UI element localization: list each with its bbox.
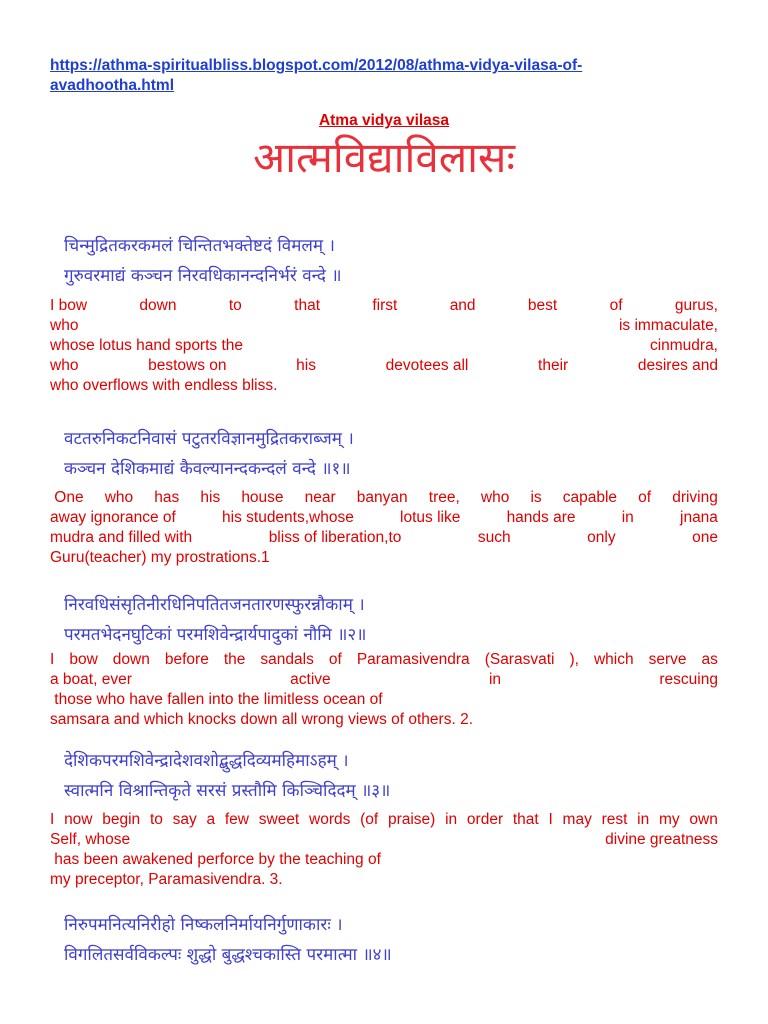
translation-word: whose lotus hand sports the xyxy=(50,337,244,354)
translation-word: I xyxy=(50,811,55,828)
translation-word: who xyxy=(104,489,134,506)
sanskrit-verse-1 xyxy=(64,424,664,484)
sanskrit-line: कञ्चन देशिकमाद्यं कैवल्यानन्दकन्दलं वन्दे ॥१॥ xyxy=(64,459,351,479)
translation-word: is immaculate, xyxy=(618,317,718,334)
translation-word: in xyxy=(445,811,458,828)
url-line-2[interactable]: avadhootha.html xyxy=(50,77,175,94)
translation-word: Paramasivendra xyxy=(356,651,470,668)
translation-word: few xyxy=(224,811,249,828)
translation-word: of xyxy=(328,651,342,668)
page-title: Atma vidya vilasa xyxy=(318,112,450,129)
translation-word: jnana xyxy=(680,509,718,526)
translation-line xyxy=(50,650,718,670)
translation-word: hands are xyxy=(506,509,576,526)
source-url-link[interactable] xyxy=(50,56,690,96)
translation-word: begin xyxy=(102,811,141,828)
translation-line xyxy=(50,508,718,528)
url-line-1[interactable]: https://athma-spiritualbliss.blogspot.com/2012/08/athma-vidya-vilasa-of- xyxy=(50,57,583,74)
translation-word: of xyxy=(638,489,652,506)
translation-word: has xyxy=(154,489,180,506)
translation-word: (of xyxy=(360,811,379,828)
translation-word: rescuing xyxy=(659,671,718,688)
sanskrit-line: गुरुवरमाद्यं कञ्चन निरवधिकानन्दनिर्भरं वन्दे ॥ xyxy=(64,266,342,286)
translation-word: a boat, ever xyxy=(50,671,132,688)
translation-word: one xyxy=(692,529,718,546)
translation-line: Guru(teacher) my prostrations.1 xyxy=(50,549,270,566)
translation-line: has been awakened perforce by the teaching of xyxy=(50,851,381,868)
translation-word: such xyxy=(477,529,511,546)
translation-word: first xyxy=(372,297,398,314)
translation-word: order xyxy=(466,811,504,828)
translation-word: down xyxy=(139,297,177,314)
translation-word: One xyxy=(50,489,84,506)
translation-line xyxy=(50,810,718,830)
translation-word: may xyxy=(562,811,592,828)
translation-3 xyxy=(50,810,718,890)
sanskrit-line: देशिकपरमशिवेन्द्रादेशवशोद्बुद्धदिव्यमहिमाऽहम् । xyxy=(64,751,349,771)
translation-word: ), xyxy=(569,651,579,668)
translation-word: that xyxy=(512,811,539,828)
translation-word: only xyxy=(587,529,616,546)
translation-word: away ignorance of xyxy=(50,509,176,526)
translation-word: to xyxy=(228,297,242,314)
translation-word: banyan xyxy=(356,489,408,506)
translation-word: down xyxy=(112,651,150,668)
sanskrit-title: आत्मविद्याविलासः xyxy=(253,133,515,182)
translation-word: Self, whose xyxy=(50,831,131,848)
translation-word: to xyxy=(149,811,163,828)
translation-word: divine greatness xyxy=(605,831,718,848)
translation-word: who xyxy=(480,489,510,506)
translation-line xyxy=(50,830,718,850)
translation-0 xyxy=(50,296,718,396)
translation-word: before xyxy=(164,651,209,668)
translation-line xyxy=(50,670,718,690)
translation-word: in xyxy=(621,509,634,526)
translation-word: his students,whose xyxy=(222,509,354,526)
sanskrit-line: निरवधिसंसृतिनीरधिनिपतितजनतारणस्फुरन्नौकाम् । xyxy=(64,595,365,615)
translation-2 xyxy=(50,650,718,730)
translation-word: which xyxy=(593,651,634,668)
translation-word: best xyxy=(527,297,558,314)
translation-line xyxy=(50,356,718,376)
translation-line xyxy=(50,336,718,356)
translation-word: praise) xyxy=(387,811,436,828)
translation-word: his xyxy=(296,357,316,374)
translation-word: devotees all xyxy=(385,357,469,374)
translation-word: a xyxy=(206,811,216,828)
sanskrit-verse-4 xyxy=(64,910,664,970)
translation-line: who overflows with endless bliss. xyxy=(50,377,278,394)
translation-word: own xyxy=(689,811,718,828)
translation-word: say xyxy=(172,811,197,828)
translation-word: driving xyxy=(672,489,718,506)
translation-word: bestows on xyxy=(148,357,227,374)
translation-word: (Sarasvati xyxy=(484,651,555,668)
sanskrit-line: वटतरुनिकटनिवासं पटुतरविज्ञानमुद्रितकराब्जम् । xyxy=(64,429,354,449)
translation-word: desires and xyxy=(637,357,718,374)
translation-word: serve xyxy=(648,651,687,668)
translation-line xyxy=(50,296,718,316)
sanskrit-line: परमतभेदनघुटिकां परमशिवेन्द्रार्यपादुकां नौमि ॥२॥ xyxy=(64,625,367,645)
translation-word: who xyxy=(50,357,79,374)
translation-word: active xyxy=(290,671,331,688)
sanskrit-verse-2 xyxy=(64,590,664,650)
translation-word: the xyxy=(223,651,246,668)
translation-word: rest xyxy=(601,811,628,828)
translation-word: and xyxy=(449,297,476,314)
translation-word: is xyxy=(530,489,542,506)
translation-word: words xyxy=(309,811,351,828)
translation-word: sweet xyxy=(258,811,300,828)
translation-word: gurus, xyxy=(674,297,718,314)
sanskrit-verse-3 xyxy=(64,746,664,806)
translation-line xyxy=(50,316,718,336)
translation-word: of xyxy=(609,297,623,314)
translation-1 xyxy=(50,488,718,568)
translation-word: I bow xyxy=(50,297,88,314)
translation-line xyxy=(50,488,718,508)
translation-word: tree, xyxy=(428,489,460,506)
translation-word: their xyxy=(538,357,569,374)
translation-word: bow xyxy=(69,651,98,668)
translation-word: sandals xyxy=(260,651,314,668)
sanskrit-line: चिन्मुद्रितकरकमलं चिन्तितभक्तेष्टदं विमलम् । xyxy=(64,236,335,256)
translation-word: his xyxy=(200,489,221,506)
translation-word: I xyxy=(50,651,55,668)
sanskrit-line: निरुपमनित्यनिरीहो निष्कलनिर्मायनिर्गुणाकारः । xyxy=(64,915,343,935)
translation-word: near xyxy=(304,489,336,506)
translation-word: I xyxy=(548,811,553,828)
translation-word: now xyxy=(64,811,93,828)
translation-word: mudra and filled with xyxy=(50,529,193,546)
translation-word: house xyxy=(241,489,284,506)
translation-word: who xyxy=(50,317,79,334)
translation-line: samsara and which knocks down all wrong views of others. 2. xyxy=(50,711,474,728)
translation-word: bliss of liberation,to xyxy=(268,529,402,546)
sanskrit-verse-0 xyxy=(64,231,664,291)
sanskrit-line: स्वात्मनि विश्रान्तिकृते सरसं प्रस्तौमि किञ्चिदिदम् ॥३॥ xyxy=(64,781,391,801)
translation-word: that xyxy=(294,297,320,314)
translation-word: my xyxy=(659,811,680,828)
translation-word: as xyxy=(701,651,718,668)
translation-line: those who have fallen into the limitless ocean of xyxy=(50,691,383,708)
translation-word: in xyxy=(488,671,502,688)
sanskrit-line: विगलितसर्वविकल्पः शुद्धो बुद्धश्चकास्ति परमात्मा ॥४॥ xyxy=(64,945,392,965)
translation-line xyxy=(50,528,718,548)
translation-word: in xyxy=(637,811,650,828)
translation-word: lotus like xyxy=(400,509,461,526)
translation-word: capable xyxy=(562,489,618,506)
translation-word: cinmudra, xyxy=(649,337,718,354)
translation-line: my preceptor, Paramasivendra. 3. xyxy=(50,871,283,888)
